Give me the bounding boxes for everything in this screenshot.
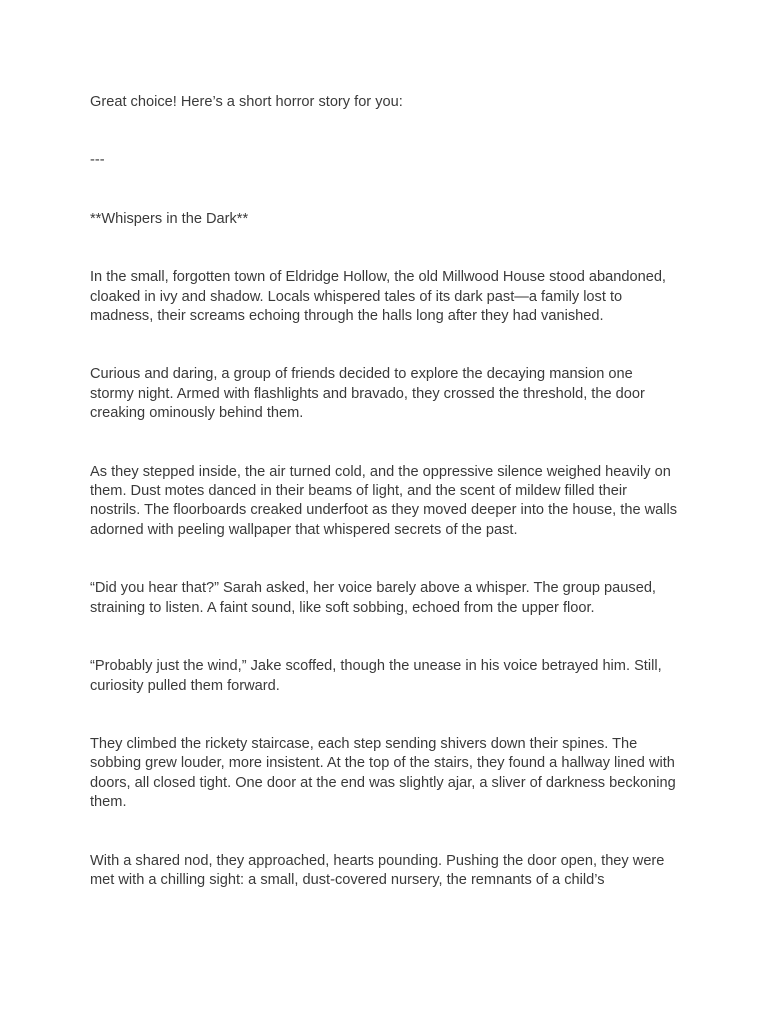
document-body [90,93,678,929]
paragraph: “Probably just the wind,” Jake scoffed, though the unease in his voice betrayed him. Still, curiosity pulled them forward. [90,658,662,694]
paragraph: In the small, forgotten town of Eldridge Hollow, the old Millwood House stood abandoned, cloaked in ivy and shadow. Locals whispered tales of its dark past—a family lost to madness, their screams echoing through the halls long after they had vanished. [90,269,666,325]
story-title: **Whispers in the Dark** [90,210,249,227]
intro-line: Great choice! Here’s a short horror story for you: [90,94,403,110]
paragraph: As they stepped inside, the air turned cold, and the oppressive silence weighed heavily on them. Dust motes danced in their beams of light, and the scent of mildew filled their nostrils. The floorboards creaked underfoot as they moved deeper into the house, the walls adorned with peeling wallpaper that whispered secrets of the past. [90,463,678,538]
separator: --- [90,152,105,169]
paragraph: Curious and daring, a group of friends decided to explore the decaying mansion one stormy night. Armed with flashlights and bravado, they crossed the threshold, the door creaking ominously behind them. [90,366,645,422]
paragraph: They climbed the rickety staircase, each step sending shivers down their spines. The sobbing grew louder, more insistent. At the top of the stairs, they found a hallway lined with doors, all closed tight. One door at the end was slightly ajar, a sliver of darkness beckoning them. [90,735,676,811]
paragraph: With a shared nod, they approached, hearts pounding. Pushing the door open, they were met with a chilling sight: a small, dust-covered nursery, the remnants of a child’s [90,852,665,888]
paragraph: “Did you hear that?” Sarah asked, her voice barely above a whisper. The group paused, straining to listen. A faint sound, like soft sobbing, echoed from the upper floor. [90,580,656,616]
